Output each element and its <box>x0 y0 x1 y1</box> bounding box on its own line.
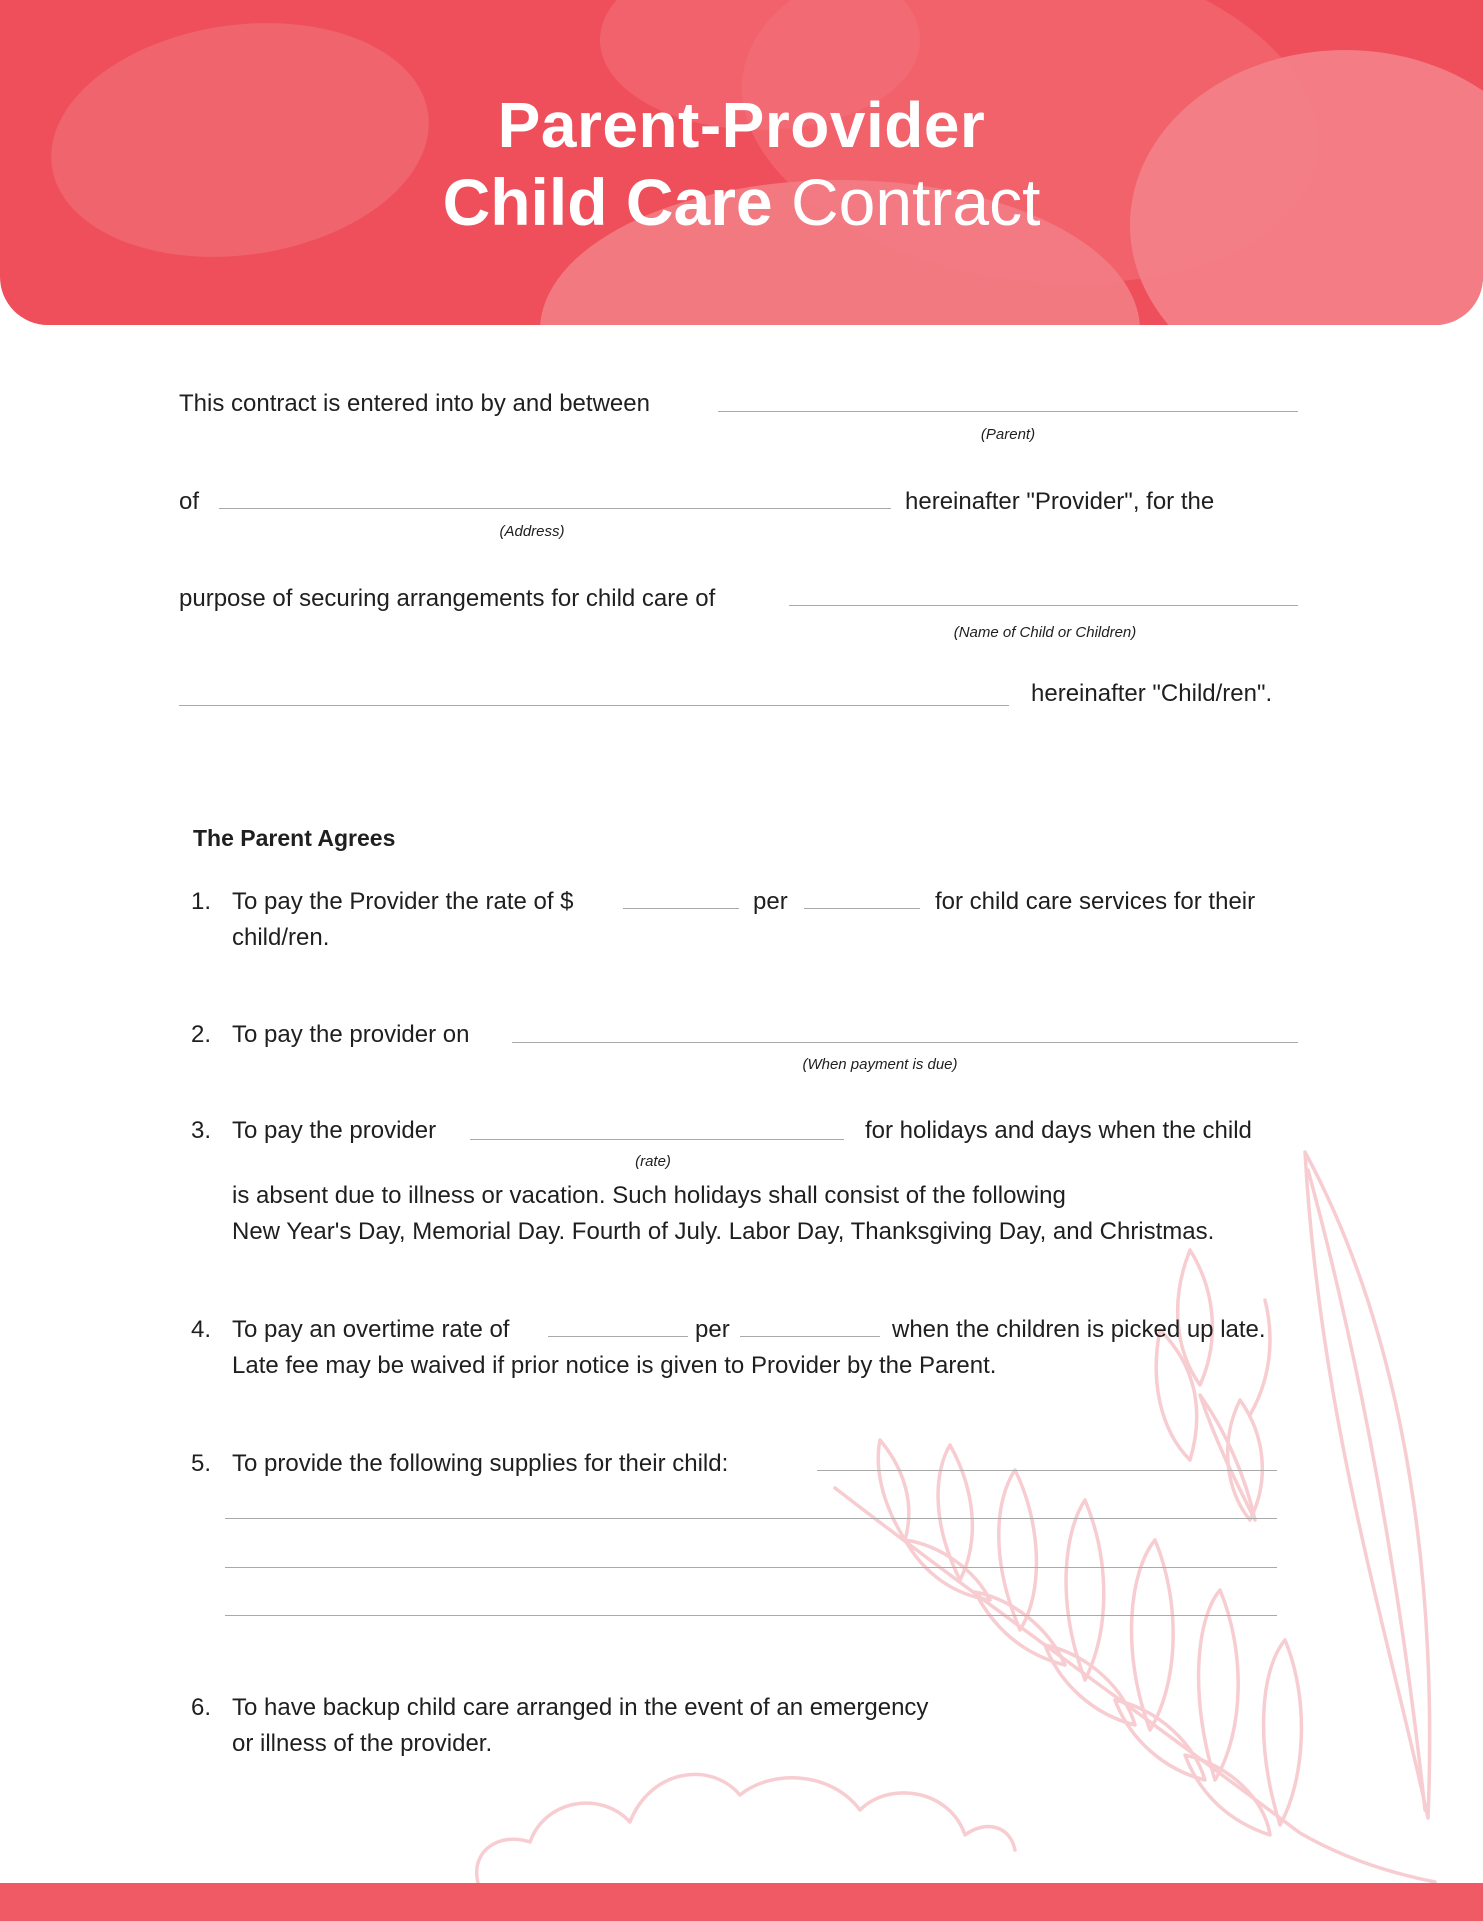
item-6-line1: To have backup child care arranged in the event of an emergency <box>232 1694 929 1721</box>
provider-text: hereinafter "Provider", for the <box>905 488 1215 515</box>
item-4-line2: Late fee may be waived if prior notice is given to Provider by the Parent. <box>232 1352 997 1379</box>
rate-caption: (rate) <box>635 1153 671 1170</box>
item-5-text: To provide the following supplies for their child: <box>232 1450 729 1477</box>
payment-due-caption: (When payment is due) <box>802 1056 958 1073</box>
supplies-field-3[interactable] <box>225 1567 1277 1568</box>
supplies-field-1[interactable] <box>817 1470 1277 1471</box>
item-4-text-b: per <box>695 1316 730 1343</box>
item-6-number: 6. <box>191 1694 212 1721</box>
rate-period-field[interactable] <box>804 908 920 909</box>
child-caption: (Name of Child or Children) <box>953 624 1137 641</box>
item-5-number: 5. <box>191 1450 212 1477</box>
child-name-field-continued[interactable] <box>179 705 1009 706</box>
item-4-text-c: when the children is picked up late. <box>892 1316 1266 1343</box>
address-field[interactable] <box>219 508 891 509</box>
rate-amount-field[interactable] <box>623 908 739 909</box>
header-background-blobs <box>0 0 1483 325</box>
child-ref-text: hereinafter "Child/ren". <box>1031 680 1273 707</box>
header-banner <box>0 0 1483 325</box>
child-name-field[interactable] <box>789 605 1298 606</box>
of-text: of <box>179 488 200 515</box>
item-3-number: 3. <box>191 1117 212 1144</box>
section-heading: The Parent Agrees <box>193 825 396 851</box>
item-1-number: 1. <box>191 888 212 915</box>
title-light-part: Contract <box>790 165 1041 239</box>
overtime-rate-field[interactable] <box>548 1336 688 1337</box>
parent-name-field[interactable] <box>718 411 1298 412</box>
payment-due-field[interactable] <box>512 1042 1298 1043</box>
item-2-number: 2. <box>191 1021 212 1048</box>
footer-bar <box>0 1883 1483 1921</box>
supplies-field-4[interactable] <box>225 1615 1277 1616</box>
item-6-line2: or illness of the provider. <box>232 1730 493 1757</box>
item-4-number: 4. <box>191 1316 212 1343</box>
item-1-text-c: for child care services for their <box>935 888 1256 915</box>
item-3-text-b: for holidays and days when the child <box>865 1117 1252 1144</box>
purpose-text: purpose of securing arrangements for child care of <box>179 585 716 612</box>
parent-caption: (Parent) <box>980 426 1036 443</box>
address-caption: (Address) <box>499 523 565 540</box>
intro-line1-text: This contract is entered into by and between <box>179 390 650 417</box>
item-3-line3: New Year's Day, Memorial Day. Fourth of July. Labor Day, Thanksgiving Day, and Christmas. <box>232 1218 1215 1245</box>
document-title-line1: Parent-Provider <box>497 89 986 161</box>
supplies-field-2[interactable] <box>225 1518 1277 1519</box>
overtime-period-field[interactable] <box>740 1336 880 1337</box>
item-4-text-a: To pay an overtime rate of <box>232 1316 510 1343</box>
title-bold-part: Child Care <box>442 165 773 239</box>
item-3-line2: is absent due to illness or vacation. Such holidays shall consist of the following <box>232 1182 1066 1209</box>
item-1-line2: child/ren. <box>232 924 330 951</box>
item-1-text-a: To pay the Provider the rate of $ <box>232 888 574 915</box>
holiday-rate-field[interactable] <box>470 1139 844 1140</box>
item-2-text: To pay the provider on <box>232 1021 470 1048</box>
document-title-line2 <box>0 164 1483 240</box>
item-3-text-a: To pay the provider <box>232 1117 437 1144</box>
item-1-text-b: per <box>753 888 788 915</box>
